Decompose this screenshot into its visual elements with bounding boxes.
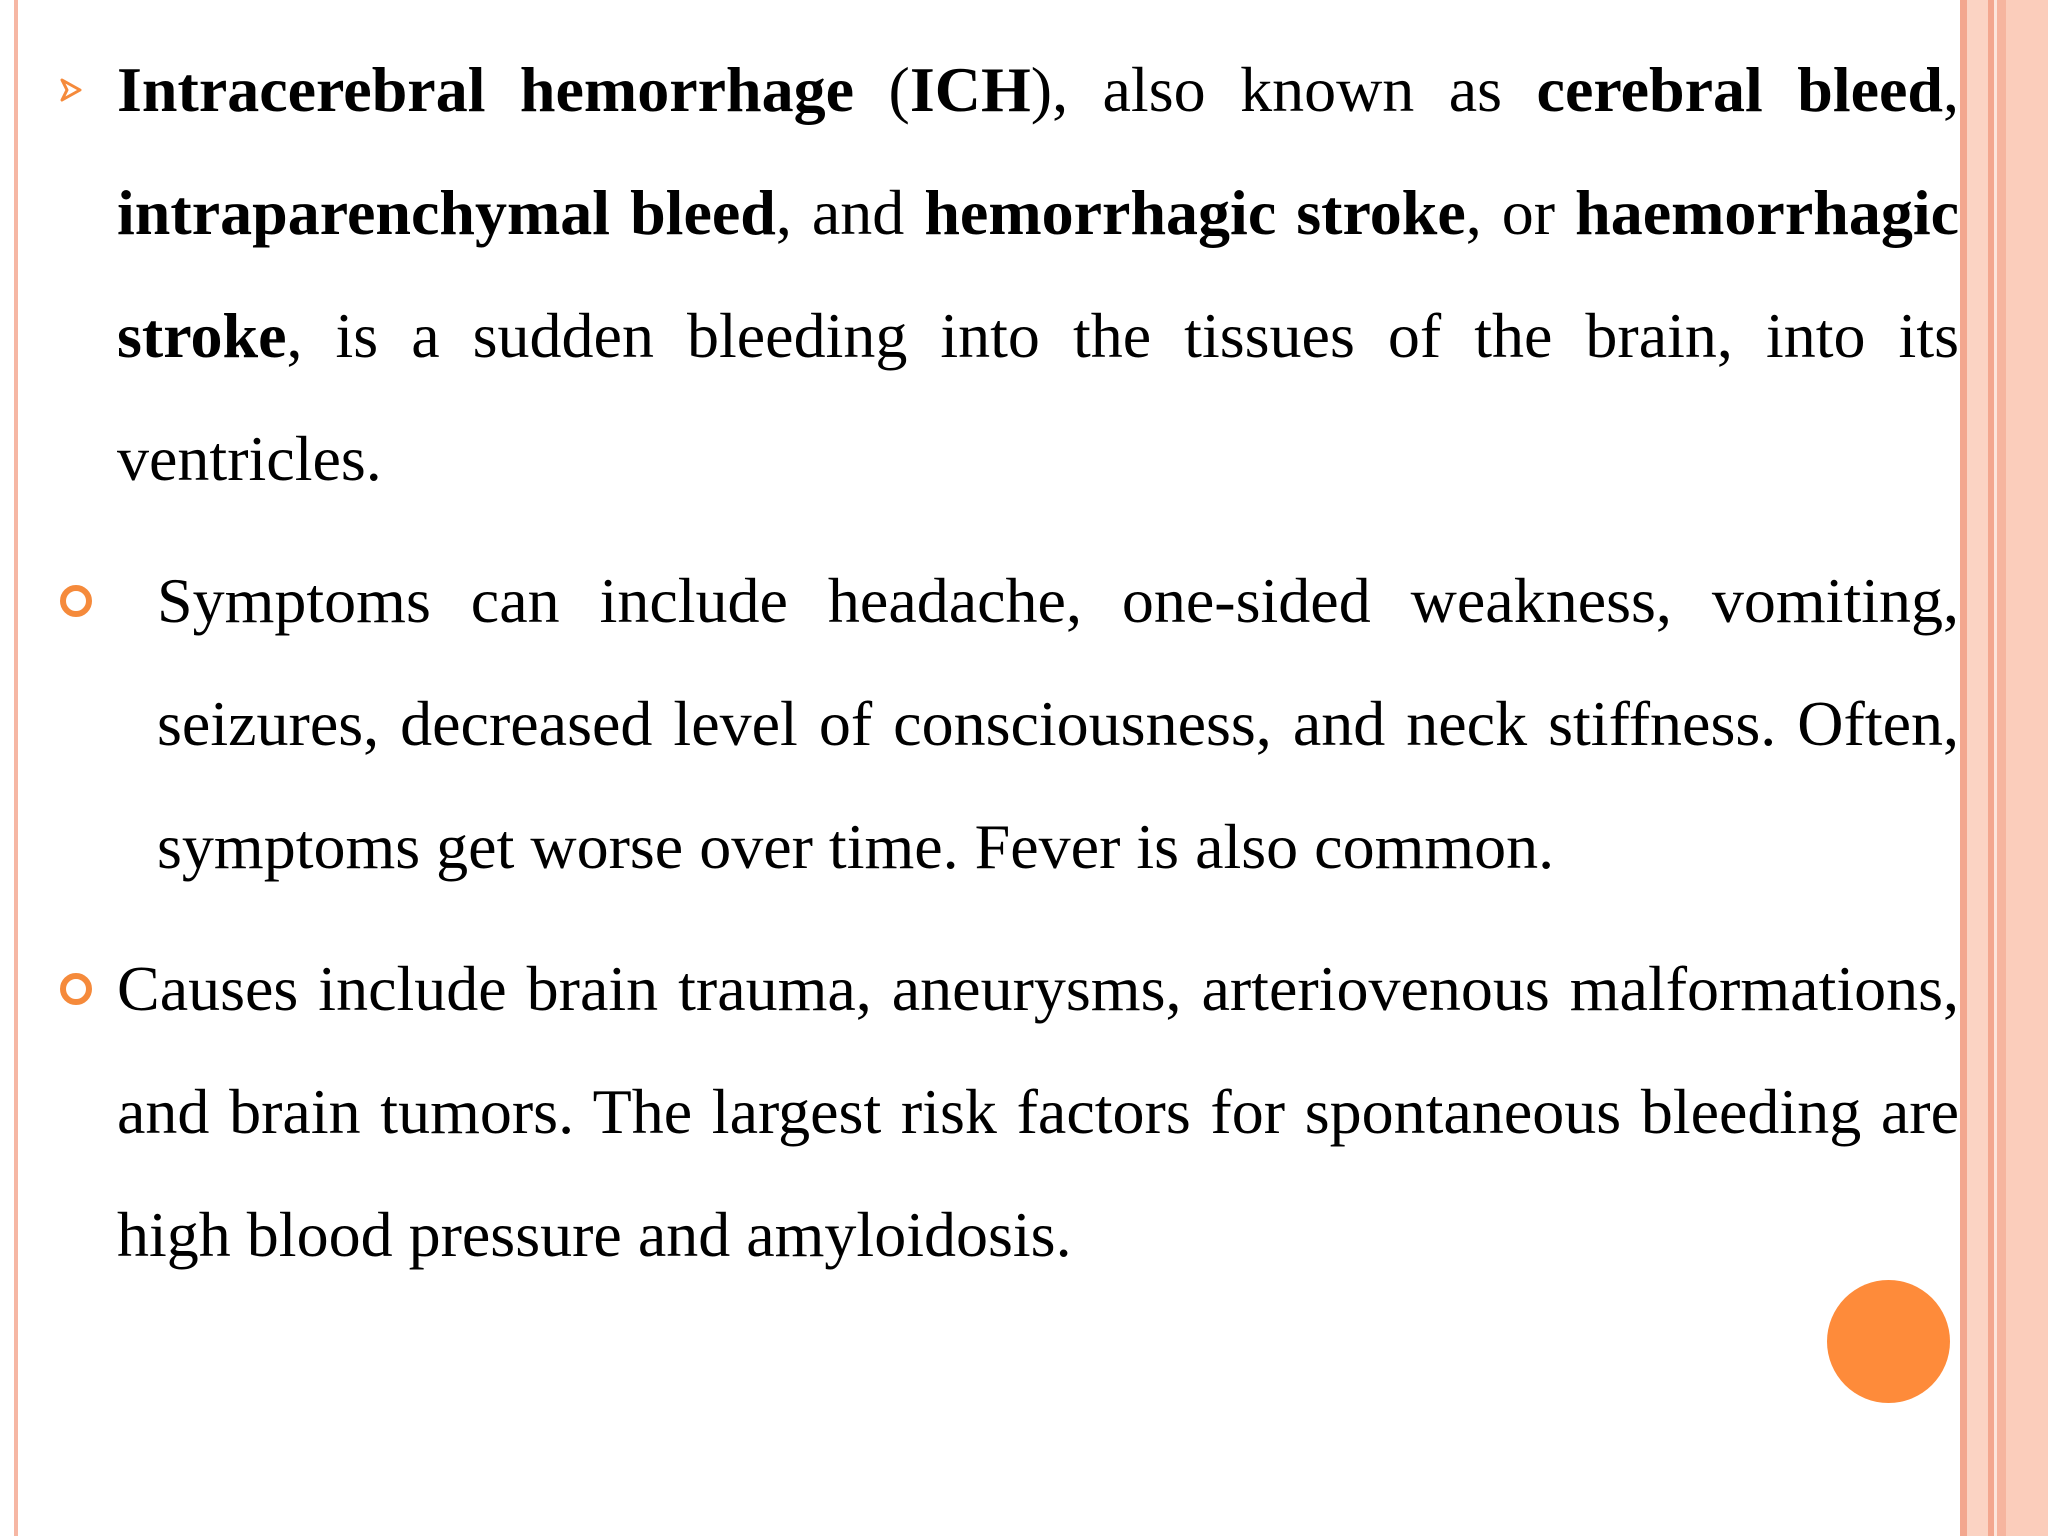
slide-body [117,28,1959,1315]
causes-text: Causes include brain trauma, aneurysms, arteriovenous malformations, and brain tumors. The largest risk factors for spontaneous bleeding are high blood pressure and amyloidosis. [117,953,1959,1270]
term-haemorrhagic-stroke: haemorrhagic stroke [117,177,1959,371]
term-ich: Intracerebral hemorrhage [117,54,855,125]
term-intraparenchymal-bleed: intraparenchymal bleed [117,177,776,248]
arrow-bullet-icon [60,28,82,151]
bullet-definition [117,28,1959,520]
right-border-stripe [1997,0,2006,1536]
term-ich-abbrev: ICH [909,54,1031,125]
term-cerebral-bleed: cerebral bleed [1536,54,1944,125]
text-segment: , is a sudden bleeding into the tissues of the brain, into its ventricles. [117,300,1959,494]
text-segment: , or [1465,177,1576,248]
text-segment: ), also known as [1030,54,1537,125]
text-segment: ( [854,54,910,125]
bullet-symptoms [117,539,1959,908]
ring-bullet-icon [60,927,92,1050]
right-border-stripe [1967,0,1988,1536]
text-segment: , and [775,177,925,248]
bullet-causes [117,927,1959,1296]
right-border-stripe [2006,0,2048,1536]
text-segment: , [1943,54,1960,125]
right-border-stripe [1960,0,1967,1536]
orange-dot-decoration [1827,1280,1950,1403]
ring-bullet-icon [60,539,92,662]
term-hemorrhagic-stroke: hemorrhagic stroke [924,177,1466,248]
left-frame-line [14,0,18,1536]
symptoms-text: Symptoms can include headache, one-sided weakness, vomiting, seizures, decreased level of consciousness, and neck stiffness. Often, symptoms get worse over time. Fever is also common. [157,565,1959,882]
